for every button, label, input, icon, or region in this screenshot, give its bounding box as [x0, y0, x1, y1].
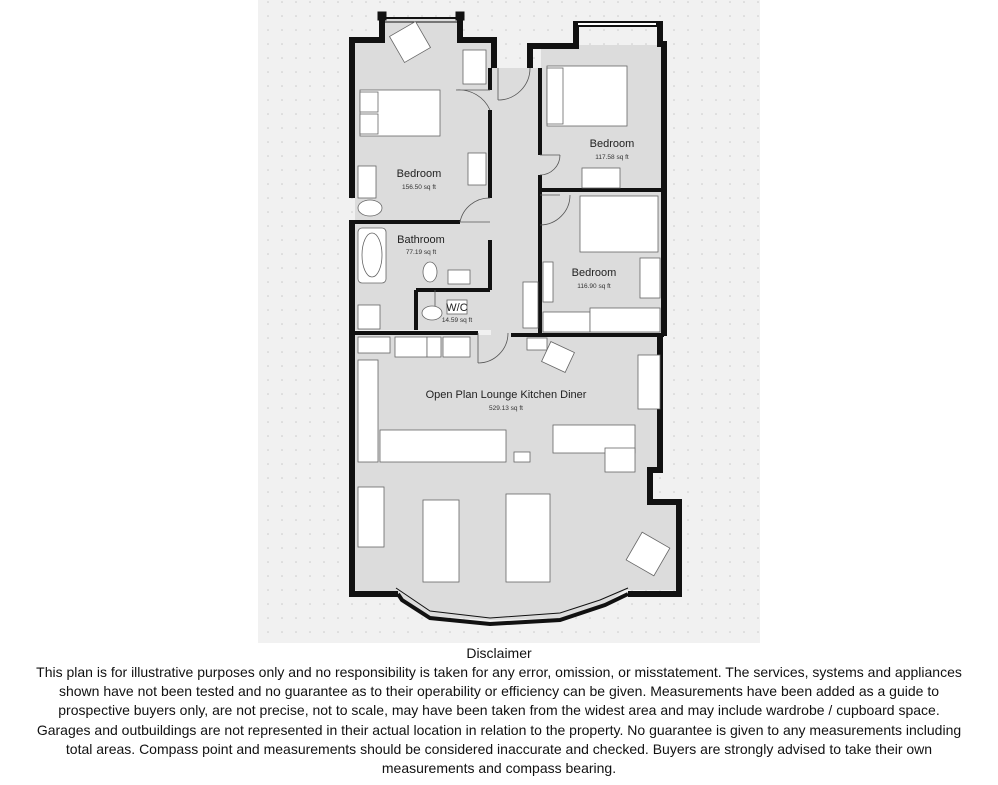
room-label-bathroom: Bathroom [397, 234, 445, 246]
room-area-lounge: 529.13 sq ft [489, 405, 523, 412]
room-area-bathroom: 77.19 sq ft [405, 249, 437, 256]
dresser-icon [582, 168, 620, 188]
hall-cupboard-icon [523, 282, 538, 328]
fridge-icon [443, 337, 470, 357]
oven-icon [427, 337, 441, 357]
room-label-wc: W/C [446, 302, 468, 314]
wardrobe-icon [468, 153, 486, 185]
room-label-bedroom-1: Bedroom [396, 168, 442, 180]
sofa-icon-2 [506, 494, 550, 582]
room-area-bedroom-3: 116.90 sq ft [577, 283, 611, 290]
double-bed-icon-3 [580, 196, 658, 252]
cabinet-icon-3 [590, 308, 660, 332]
wardrobe-icon-2 [640, 258, 660, 298]
cupboard-icon [358, 487, 384, 547]
toilet-icon [423, 262, 437, 282]
kitchen-island-icon [380, 430, 506, 462]
counter-icon [358, 337, 390, 353]
wc-toilet-icon [422, 306, 442, 320]
room-area-bedroom-1: 156.50 sq ft [402, 184, 436, 191]
room-label-lounge: Open Plan Lounge Kitchen Diner [425, 389, 587, 401]
room-label-bedroom-2: Bedroom [589, 138, 635, 150]
desk-icon [543, 312, 590, 332]
room-label-bedroom-3: Bedroom [571, 267, 617, 279]
sink-icon [448, 270, 470, 284]
disclaimer-title: Disclaimer [466, 645, 532, 661]
kitchen-counter-icon [358, 360, 378, 462]
basin-icon [358, 200, 382, 216]
disclaimer-text: This plan is for illustrative purposes only and no responsibility is taken for any error, omission, or misstatement. The services, systems and appliances shown have not been tested and no guarantee as to their operability or efficiency can be given. Measurements have been added as a guide to prospective buyers only, are not precise, not to scale, may have been taken from the widest area and may include wardrobe / cupboard space. Garages and outbuildings are not represented in their actual location in relation to the property. No guarantee is given to any measurements including total areas. Compass point and measurements should be considered inaccurate and checked. Buyers are strongly advised to take their own measurements and compass bearing. [36, 664, 962, 777]
room-area-wc: 14.59 sq ft [441, 317, 473, 324]
room-area-bedroom-2: 117.58 sq ft [595, 154, 629, 161]
hob-icon [395, 337, 427, 357]
cabinet-icon-2 [358, 305, 380, 329]
radiator-icon [543, 262, 553, 302]
cabinet-icon [358, 166, 376, 198]
side-cabinet-icon [463, 50, 486, 84]
sideboard-icon [638, 355, 660, 409]
dining-table-icon [423, 500, 459, 582]
floor-plan-drawing [258, 0, 760, 643]
floor-plan [258, 0, 760, 643]
